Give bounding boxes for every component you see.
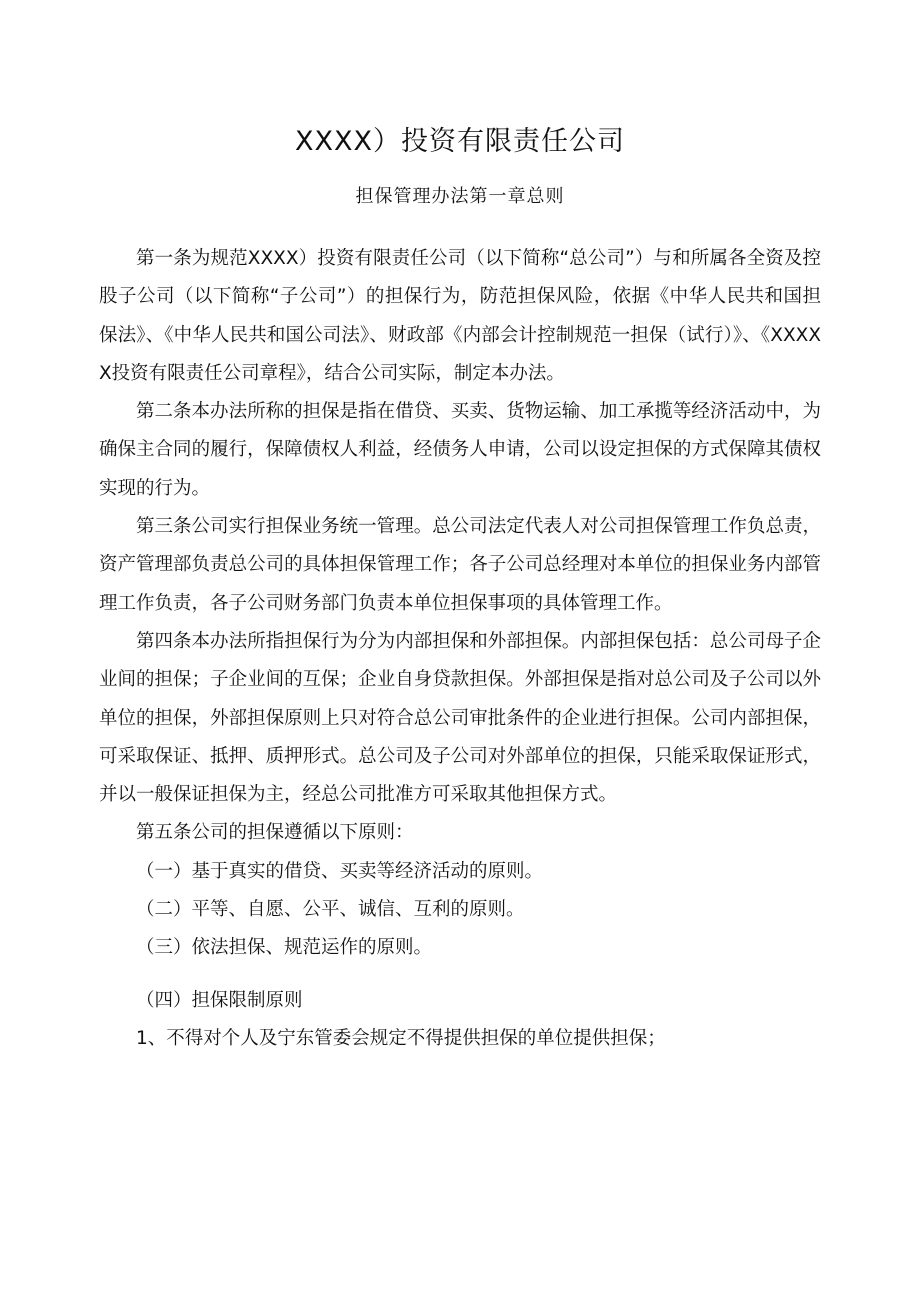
principle-item-3: （三）依法担保、规范运作的原则。 xyxy=(136,937,433,959)
article-2-paragraph: 第二条本办法所称的担保是指在借贷、买卖、货物运输、加工承揽等经济活动中，为确保主合同的履行，保障债权人利益，经债务人申请，公司以设定担保的方式保障其债权实现的行为。 xyxy=(99,401,821,499)
article-4-paragraph: 第四条本办法所指担保行为分为内部担保和外部担保。内部担保包括：总公司母子企业间的担保；子企业间的互保；企业自身贷款担保。外部担保是指对总公司及子公司以外单位的担保，外部担保原则上只对符合总公司审批条件的企业进行担保。公司内部担保，可采取保证、抵押、质押形式。总公司及子公司对外部单位的担保，只能采取保证形式，并以一般保证担保为主，经总公司批准方可采取其他担保方式。 xyxy=(99,630,821,806)
restriction-item-1: 1、不得对个人及宁东管委会规定不得提供担保的单位提供担保； xyxy=(136,1027,666,1049)
article-5-heading: 第五条公司的担保遵循以下原则： xyxy=(136,822,414,844)
article-3-paragraph: 第三条公司实行担保业务统一管理。总公司法定代表人对公司担保管理工作负总责，资产管理部负责总公司的具体担保管理工作；各子公司总经理对本单位的担保业务内部管理工作负责，各子公司财务部门负责本单位担保事项的具体管理工作。 xyxy=(99,516,821,614)
chapter-title: 担保管理办法第一章总则 xyxy=(355,186,565,207)
principle-item-4-heading: （四）担保限制原则 xyxy=(136,989,303,1011)
document-body xyxy=(99,240,821,1058)
spacer xyxy=(99,968,821,982)
principle-item-2: （二）平等、自愿、公平、诚信、互利的原则。 xyxy=(136,899,525,921)
principle-item-1: （一）基于真实的借贷、买卖等经济活动的原则。 xyxy=(136,860,544,882)
article-1-paragraph: 第一条为规范XXXX）投资有限责任公司（以下简称“总公司”）与和所属各全资及控股子公司（以下简称“子公司”）的担保行为，防范担保风险，依据《中华人民共和国担保法》、《中华人民共和国公司法》、财政部《内部会计控制规范一担保（试行）》、《XXXXX投资有限责任公司章程》，结合公司实际，制定本办法。 xyxy=(99,248,821,384)
document-title: XXXX）投资有限责任公司 xyxy=(295,126,625,157)
